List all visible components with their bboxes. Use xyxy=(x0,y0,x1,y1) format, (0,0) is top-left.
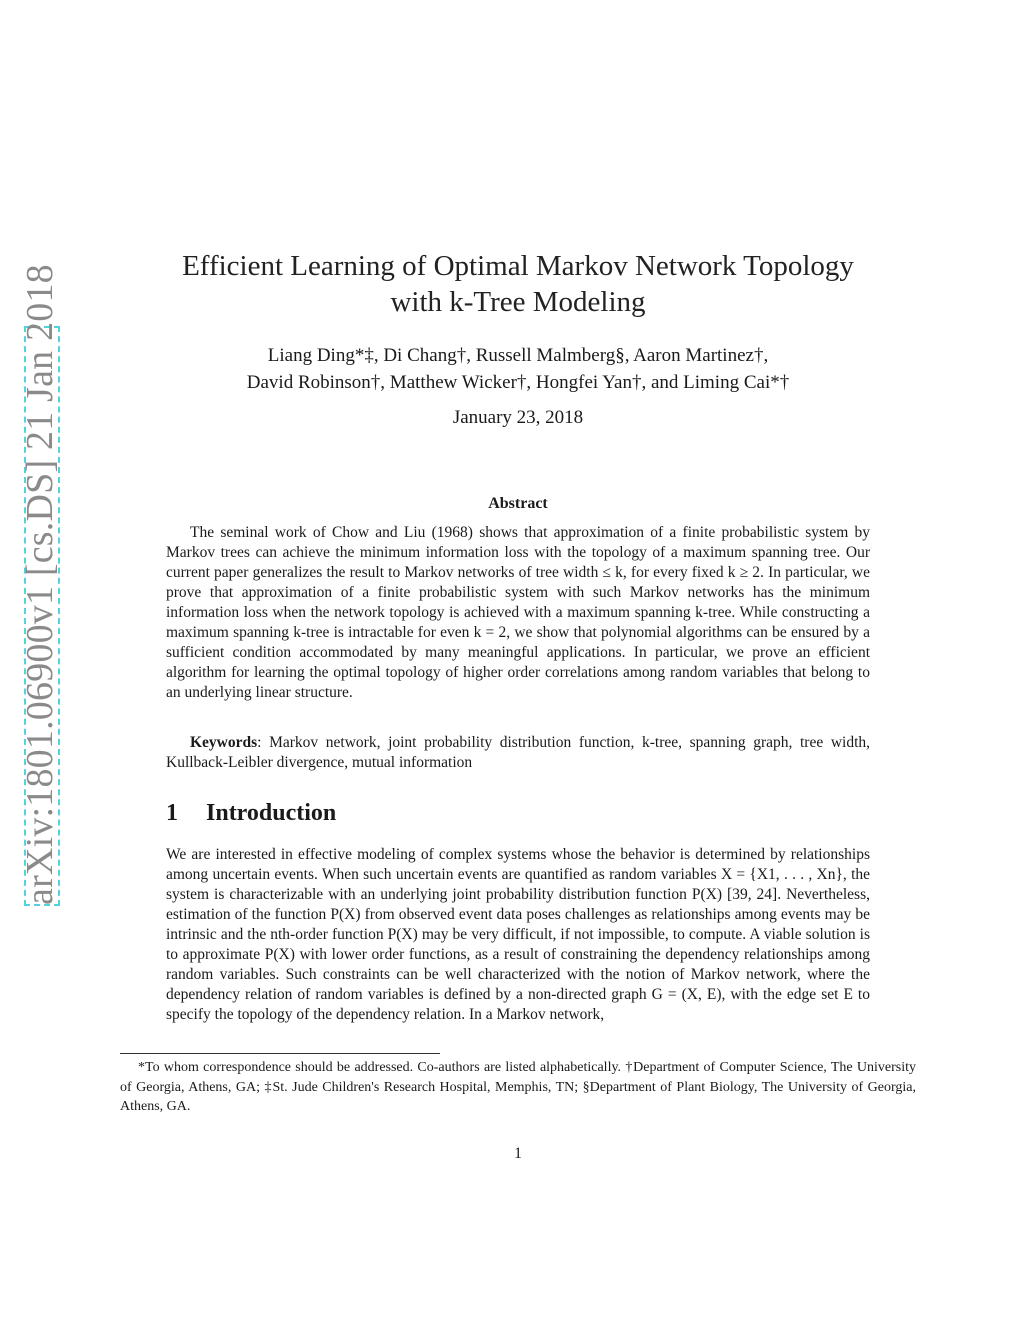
section-title: Introduction xyxy=(206,800,337,826)
keywords-label: Keywords xyxy=(190,734,258,751)
keywords-paragraph xyxy=(166,733,870,773)
section-heading-introduction xyxy=(166,800,336,827)
authors-line-2: David Robinson†, Matthew Wicker†, Hongfei Yan†, and Liming Cai*† xyxy=(246,372,790,393)
abstract-heading: Abstract xyxy=(488,495,548,512)
section-number: 1 xyxy=(166,800,178,826)
introduction-text: We are interested in effective modeling of complex systems whose the behavior is determined by relationships among uncertain events. When such uncertain events are quantified as random variables X = {X1, . . . , Xn}, the system is characterizable with an underlying joint probability distribution function P(X) [39, 24]. Nevertheless, estimation of the function P(X) from observed event data poses challenges as relationships among events may be intrinsic and the nth-order function P(X) may be very difficult, if not impossible, to compute. A viable solution is to approximate P(X) with lower order functions, as a result of constraining the dependency relationships among random variables. Such constraints can be well characterized with the notion of Markov network, where the dependency relation of random variables is defined by a non-directed graph G = (X, E), with the edge set E to specify the topology of the dependency relation. In a Markov network, xyxy=(166,846,870,1023)
page-number: 1 xyxy=(514,1145,522,1162)
author-list xyxy=(120,342,916,396)
title-line-1: Efficient Learning of Optimal Markov Network Topology xyxy=(182,250,854,282)
keywords-list: : Markov network, joint probability distribution function, k-tree, spanning graph, tree width, Kullback-Leibler divergence, mutual information xyxy=(166,734,870,771)
abstract-text: The seminal work of Chow and Liu (1968) shows that approximation of a finite probabilistic system by Markov trees can achieve the minimum information loss with the topology of a maximum spanning tree. Our current paper generalizes the result to Markov networks of tree width ≤ k, for every fixed k ≥ 2. In particular, we prove that approximation of a finite probabilistic system with such Markov networks has the minimum information loss when the network topology is achieved with a maximum spanning k-tree. While constructing a maximum spanning k-tree is intractable for even k = 2, we show that polynomial algorithms can be ensured by a sufficient condition accommodated by many meaningful applications. In particular, we prove an efficient algorithm for learning the optimal topology of higher order correlations among random variables that belong to an underlying linear structure. xyxy=(166,524,870,701)
footnote-text: *To whom correspondence should be addressed. Co-authors are listed alphabetically. †Department of Computer Science, The University of Georgia, Athens, GA; ‡St. Jude Children's Research Hospital, Memphis, TN; §Department of Plant Biology, The University of Georgia, Athens, GA. xyxy=(120,1060,916,1114)
paper-title xyxy=(120,248,916,320)
publication-date: January 23, 2018 xyxy=(452,407,584,428)
authors-line-1: Liang Ding*‡, Di Chang†, Russell Malmberg§, Aaron Martinez†, xyxy=(267,345,769,366)
footnote-divider xyxy=(120,1053,440,1054)
title-line-2: with k-Tree Modeling xyxy=(390,286,646,318)
arxiv-identifier: arXiv:1801.06900v1 [cs.DS] 21 Jan 2018 xyxy=(19,264,61,905)
